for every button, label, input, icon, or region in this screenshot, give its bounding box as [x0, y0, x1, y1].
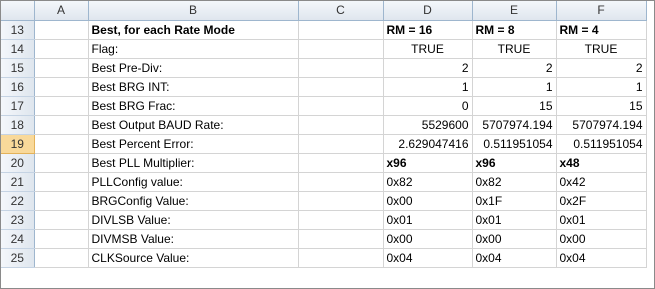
column-header-d[interactable]: D — [383, 1, 472, 20]
cell-a[interactable] — [34, 229, 88, 248]
cell-a[interactable] — [34, 58, 88, 77]
cell-label[interactable]: Best, for each Rate Mode — [88, 20, 298, 39]
cell-d[interactable]: RM = 16 — [383, 20, 472, 39]
cell-d[interactable]: 5529600 — [383, 115, 472, 134]
table-row — [1, 77, 646, 96]
cell-f[interactable]: x48 — [556, 153, 646, 172]
cell-d[interactable]: x96 — [383, 153, 472, 172]
row-header[interactable]: 23 — [1, 210, 34, 229]
cell-f[interactable]: RM = 4 — [556, 20, 646, 39]
cell-c[interactable] — [298, 210, 383, 229]
cell-e[interactable]: 0x01 — [472, 210, 556, 229]
cell-e[interactable]: 0x04 — [472, 248, 556, 267]
cell-e[interactable]: 0x00 — [472, 229, 556, 248]
table-row — [1, 172, 646, 191]
cell-d[interactable]: 0x04 — [383, 248, 472, 267]
table-row — [1, 153, 646, 172]
row-header[interactable]: 17 — [1, 96, 34, 115]
cell-a[interactable] — [34, 96, 88, 115]
cell-a[interactable] — [34, 248, 88, 267]
cell-d[interactable]: TRUE — [383, 39, 472, 58]
cell-c[interactable] — [298, 58, 383, 77]
table-row — [1, 229, 646, 248]
cell-f[interactable]: 5707974.194 — [556, 115, 646, 134]
cell-e[interactable]: 0x82 — [472, 172, 556, 191]
cell-label[interactable]: Best BRG INT: — [88, 77, 298, 96]
column-header-a[interactable]: A — [34, 1, 88, 20]
cell-a[interactable] — [34, 172, 88, 191]
cell-a[interactable] — [34, 77, 88, 96]
cell-c[interactable] — [298, 96, 383, 115]
table-row — [1, 20, 646, 39]
cell-d[interactable]: 0x00 — [383, 229, 472, 248]
cell-a[interactable] — [34, 153, 88, 172]
cell-label[interactable]: DIVLSB Value: — [88, 210, 298, 229]
cell-label[interactable]: BRGConfig Value: — [88, 191, 298, 210]
column-header-row — [1, 1, 646, 20]
cell-c[interactable] — [298, 20, 383, 39]
cell-d[interactable]: 1 — [383, 77, 472, 96]
cell-e[interactable]: 2 — [472, 58, 556, 77]
column-header-b[interactable]: B — [88, 1, 298, 20]
table-row — [1, 39, 646, 58]
cell-label[interactable]: PLLConfig value: — [88, 172, 298, 191]
cell-label[interactable]: Flag: — [88, 39, 298, 58]
cell-label[interactable]: Best Output BAUD Rate: — [88, 115, 298, 134]
table-row — [1, 248, 646, 267]
cell-e[interactable]: 1 — [472, 77, 556, 96]
cell-c[interactable] — [298, 229, 383, 248]
cell-f[interactable]: 1 — [556, 77, 646, 96]
cell-d[interactable]: 0x82 — [383, 172, 472, 191]
table-row — [1, 134, 646, 153]
cell-e[interactable]: 5707974.194 — [472, 115, 556, 134]
cell-e[interactable]: 0.511951054 — [472, 134, 556, 153]
row-header[interactable]: 16 — [1, 77, 34, 96]
cell-f[interactable]: 0x2F — [556, 191, 646, 210]
cell-label[interactable]: DIVMSB Value: — [88, 229, 298, 248]
table-row — [1, 115, 646, 134]
cell-c[interactable] — [298, 153, 383, 172]
row-header-selected[interactable]: 19 — [1, 134, 34, 153]
row-header[interactable]: 24 — [1, 229, 34, 248]
cell-f[interactable]: TRUE — [556, 39, 646, 58]
cell-e[interactable]: 0x1F — [472, 191, 556, 210]
cell-d[interactable]: 2.629047416 — [383, 134, 472, 153]
table-row — [1, 58, 646, 77]
cell-c[interactable] — [298, 134, 383, 153]
row-header[interactable]: 14 — [1, 39, 34, 58]
cell-f[interactable]: 0.511951054 — [556, 134, 646, 153]
worksheet-grid — [1, 1, 647, 268]
cell-c[interactable] — [298, 77, 383, 96]
cell-c[interactable] — [298, 248, 383, 267]
cell-f[interactable]: 0x01 — [556, 210, 646, 229]
cell-a[interactable] — [34, 115, 88, 134]
cell-f[interactable]: 0x42 — [556, 172, 646, 191]
cell-a[interactable] — [34, 210, 88, 229]
cell-f[interactable]: 2 — [556, 58, 646, 77]
cell-f[interactable]: 15 — [556, 96, 646, 115]
cell-e[interactable]: TRUE — [472, 39, 556, 58]
table-row — [1, 96, 646, 115]
cell-c[interactable] — [298, 39, 383, 58]
table-row — [1, 191, 646, 210]
cell-d[interactable]: 2 — [383, 58, 472, 77]
cell-label[interactable]: Best Percent Error: — [88, 134, 298, 153]
cell-e[interactable]: x96 — [472, 153, 556, 172]
cell-a[interactable] — [34, 39, 88, 58]
cell-c[interactable] — [298, 191, 383, 210]
cell-label[interactable]: Best BRG Frac: — [88, 96, 298, 115]
table-row — [1, 210, 646, 229]
cell-c[interactable] — [298, 172, 383, 191]
row-header[interactable]: 21 — [1, 172, 34, 191]
row-header[interactable]: 22 — [1, 191, 34, 210]
row-header[interactable]: 20 — [1, 153, 34, 172]
cell-a[interactable] — [34, 20, 88, 39]
cell-c[interactable] — [298, 115, 383, 134]
cell-f[interactable]: 0x00 — [556, 229, 646, 248]
column-header-f[interactable]: F — [556, 1, 646, 20]
cell-e[interactable]: RM = 8 — [472, 20, 556, 39]
cell-label[interactable]: Best Pre-Div: — [88, 58, 298, 77]
column-header-e[interactable]: E — [472, 1, 556, 20]
cell-d[interactable]: 0x00 — [383, 191, 472, 210]
row-header[interactable]: 25 — [1, 248, 34, 267]
cell-f[interactable]: 0x04 — [556, 248, 646, 267]
cell-d[interactable]: 0x01 — [383, 210, 472, 229]
select-all-corner[interactable] — [1, 1, 34, 20]
row-header[interactable]: 13 — [1, 20, 34, 39]
cell-d[interactable]: 0 — [383, 96, 472, 115]
cell-a[interactable] — [34, 191, 88, 210]
cell-label[interactable]: CLKSource Value: — [88, 248, 298, 267]
cell-a[interactable] — [34, 134, 88, 153]
column-header-c[interactable]: C — [298, 1, 383, 20]
row-header[interactable]: 18 — [1, 115, 34, 134]
cell-e[interactable]: 15 — [472, 96, 556, 115]
cell-label[interactable]: Best PLL Multiplier: — [88, 153, 298, 172]
row-header[interactable]: 15 — [1, 58, 34, 77]
